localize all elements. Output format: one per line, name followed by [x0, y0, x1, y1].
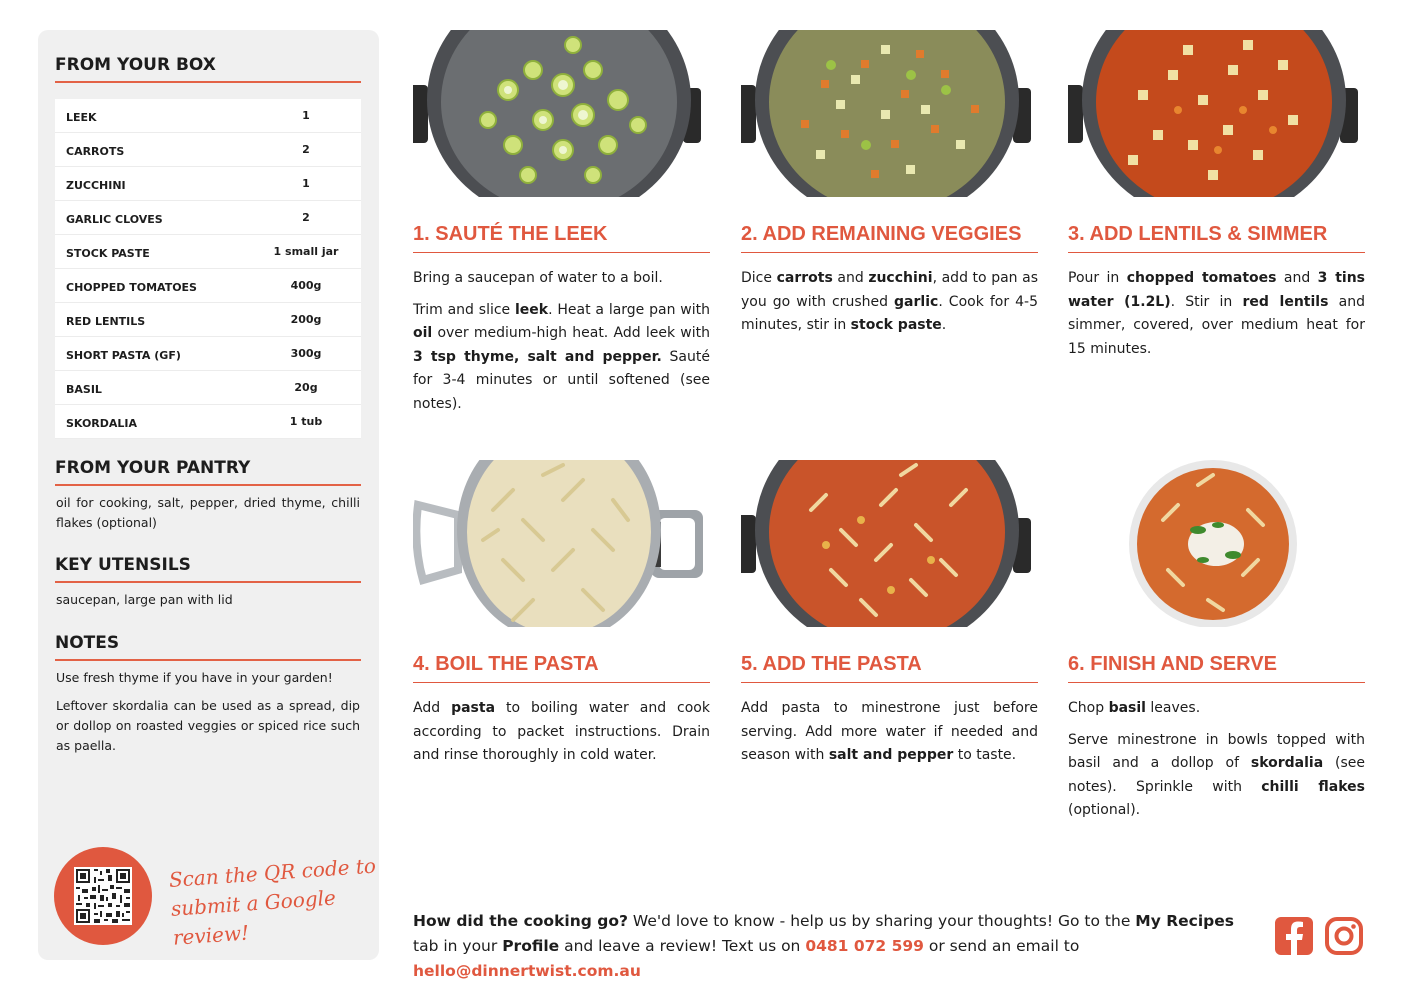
step-6-photo — [1068, 460, 1365, 627]
text-span: or send an email to — [923, 937, 1080, 955]
note-1: Use fresh thyme if you have in your garden! — [56, 670, 333, 685]
email-link[interactable]: hello@dinnertwist.com.au — [413, 962, 641, 980]
text-span: to boiling water and cook according to packet instructions. Drain and rinse thoroughly in cold water. — [413, 700, 710, 763]
bold-text: garlic — [894, 293, 939, 310]
text-span: Pour in — [1068, 270, 1127, 286]
ingredient-name: RED LENTILS — [55, 303, 251, 337]
bold-text: red lentils — [1242, 293, 1329, 310]
bold-text: pasta — [451, 700, 496, 716]
ingredient-name: SKORDALIA — [55, 405, 251, 439]
ingredient-row — [55, 167, 361, 201]
my-recipes-text: My Recipes — [1135, 912, 1234, 930]
step-2-para-1 — [741, 267, 1038, 338]
text-span: (optional). — [1068, 802, 1141, 818]
ingredient-name: LEEK — [55, 99, 251, 133]
bold-text: 3 tsp thyme, salt and pepper. — [413, 348, 662, 365]
text-span: Trim and slice — [413, 301, 515, 318]
bold-text: carrots — [776, 270, 833, 286]
qr-code-icon[interactable] — [74, 867, 132, 925]
pantry-text: oil for cooking, salt, pepper, dried thyme, chilli flakes (optional) — [56, 495, 360, 530]
qr-caption — [168, 851, 385, 953]
text-span: and leave a review! Text us on — [559, 937, 806, 955]
step-1-text — [413, 267, 710, 424]
bold-text: salt and pepper — [828, 747, 954, 763]
sidebar — [38, 30, 379, 960]
bold-text: leek — [514, 301, 549, 318]
step-6-text — [1068, 697, 1365, 831]
ingredient-name: ZUCCHINI — [55, 167, 251, 201]
ingredient-qty: 1 small jar — [251, 235, 361, 269]
step-2-photo — [741, 30, 1038, 197]
ingredient-name: CARROTS — [55, 133, 251, 167]
text-span: . — [941, 317, 947, 333]
step-6-para-1 — [1068, 697, 1365, 721]
ingredient-qty: 2 — [251, 201, 361, 235]
ingredient-row — [55, 371, 361, 405]
bold-text: stock paste — [850, 317, 942, 333]
step-3-title: 3. ADD LENTILS & SIMMER — [1068, 223, 1365, 253]
ingredient-name: STOCK PASTE — [55, 235, 251, 269]
text-span: (see notes). Sprinkle with — [1068, 755, 1365, 795]
step-1-photo — [413, 30, 710, 197]
instagram-icon[interactable] — [1325, 917, 1363, 955]
ingredient-row — [55, 133, 361, 167]
profile-text: Profile — [502, 937, 560, 955]
text-span: Sauté for 3-4 minutes or until softened (see notes). — [413, 348, 710, 412]
ingredient-row — [55, 201, 361, 235]
ingredient-qty: 1 tub — [251, 405, 361, 439]
step-4-text — [413, 697, 710, 776]
bold-text: basil — [1108, 700, 1146, 716]
text-span: Serve minestrone in bowls topped with basil and a dollop of — [1068, 731, 1365, 771]
step-6-para-2 — [1068, 729, 1365, 823]
text-span: Add pasta to minestrone just before serving. Add more water if needed and season with — [741, 700, 1038, 763]
step-3-text — [1068, 267, 1365, 369]
text-span: and — [1276, 270, 1318, 286]
step-4-photo — [413, 460, 710, 627]
ingredients-table — [55, 99, 361, 439]
step-6-title: 6. FINISH AND SERVE — [1068, 653, 1365, 683]
step-5-photo — [741, 460, 1038, 627]
step-4-title: 4. BOIL THE PASTA — [413, 653, 710, 683]
phone-link[interactable]: 0481 072 599 — [805, 937, 924, 955]
step-5-text — [741, 697, 1038, 776]
ingredient-qty: 2 — [251, 133, 361, 167]
ingredient-name: CHOPPED TOMATOES — [55, 269, 251, 303]
step-3-para-1 — [1068, 267, 1365, 361]
bold-text: chopped tomatoes — [1126, 270, 1277, 286]
text-span: tab in your — [413, 937, 503, 955]
bold-text: 3 tins water (1.2L) — [1068, 270, 1365, 310]
bold-text: chilli flakes — [1261, 778, 1365, 795]
step-1-title: 1. SAUTÉ THE LEEK — [413, 223, 710, 253]
text-span: and — [832, 270, 869, 286]
ingredient-qty: 1 — [251, 99, 361, 133]
utensils-text: saucepan, large pan with lid — [56, 592, 233, 607]
from-your-pantry-title: FROM YOUR PANTRY — [55, 458, 361, 486]
feedback-footer — [413, 909, 1263, 984]
ingredient-name: GARLIC CLOVES — [55, 201, 251, 235]
ingredient-row — [55, 235, 361, 269]
from-your-box-title: FROM YOUR BOX — [55, 55, 361, 83]
text-span: . Cook for 4-5 minutes, stir in — [741, 293, 1039, 333]
facebook-icon[interactable] — [1275, 917, 1313, 955]
feedback-question: How did the cooking go? — [413, 912, 628, 930]
bold-text: skordalia — [1250, 755, 1324, 771]
qr-badge[interactable] — [54, 847, 152, 945]
ingredient-row — [55, 337, 361, 371]
bold-text: zucchini — [868, 270, 933, 286]
ingredient-qty: 300g — [251, 337, 361, 371]
qr-caption-line-2: submit a Google review! — [170, 885, 337, 950]
ingredient-qty: 200g — [251, 303, 361, 337]
text-span: Add — [413, 700, 452, 716]
text-span: . Heat a large pan with — [548, 301, 710, 318]
ingredient-row — [55, 405, 361, 439]
text-span: Dice — [741, 270, 777, 286]
bold-text: oil — [413, 325, 433, 341]
ingredient-qty: 400g — [251, 269, 361, 303]
qr-caption-line-1: Scan the QR code to — [168, 853, 377, 892]
text-span: over medium-high heat. Add leek with — [432, 325, 710, 341]
text-span: leaves. — [1145, 700, 1201, 716]
text-span: to taste. — [953, 747, 1017, 763]
step-3-photo — [1068, 30, 1365, 197]
step-1-para-1: Bring a saucepan of water to a boil. — [413, 270, 663, 286]
step-2-title: 2. ADD REMAINING VEGGIES — [741, 223, 1038, 253]
step-1-para-2 — [413, 299, 710, 417]
ingredient-row — [55, 99, 361, 133]
ingredient-name: BASIL — [55, 371, 251, 405]
step-5-title: 5. ADD THE PASTA — [741, 653, 1038, 683]
text-span: We'd love to know - help us by sharing your thoughts! Go to the — [627, 912, 1136, 930]
notes-title: NOTES — [55, 633, 361, 661]
text-span: and simmer, covered, over medium heat for 15 minutes. — [1068, 293, 1365, 357]
text-span: Chop — [1068, 700, 1109, 716]
ingredient-row — [55, 269, 361, 303]
text-span: , add to pan as you go with crushed — [741, 270, 1038, 310]
key-utensils-title: KEY UTENSILS — [55, 555, 361, 583]
ingredient-qty: 20g — [251, 371, 361, 405]
step-2-text — [741, 267, 1038, 346]
note-2: Leftover skordalia can be used as a spread, dip or dollop on roasted veggies or spiced rice such as paella. — [56, 698, 360, 753]
step-5-para-1 — [741, 697, 1038, 768]
ingredient-name: SHORT PASTA (GF) — [55, 337, 251, 371]
ingredient-qty: 1 — [251, 167, 361, 201]
step-4-para-1 — [413, 697, 710, 768]
text-span: . Stir in — [1170, 293, 1243, 310]
ingredient-row — [55, 303, 361, 337]
